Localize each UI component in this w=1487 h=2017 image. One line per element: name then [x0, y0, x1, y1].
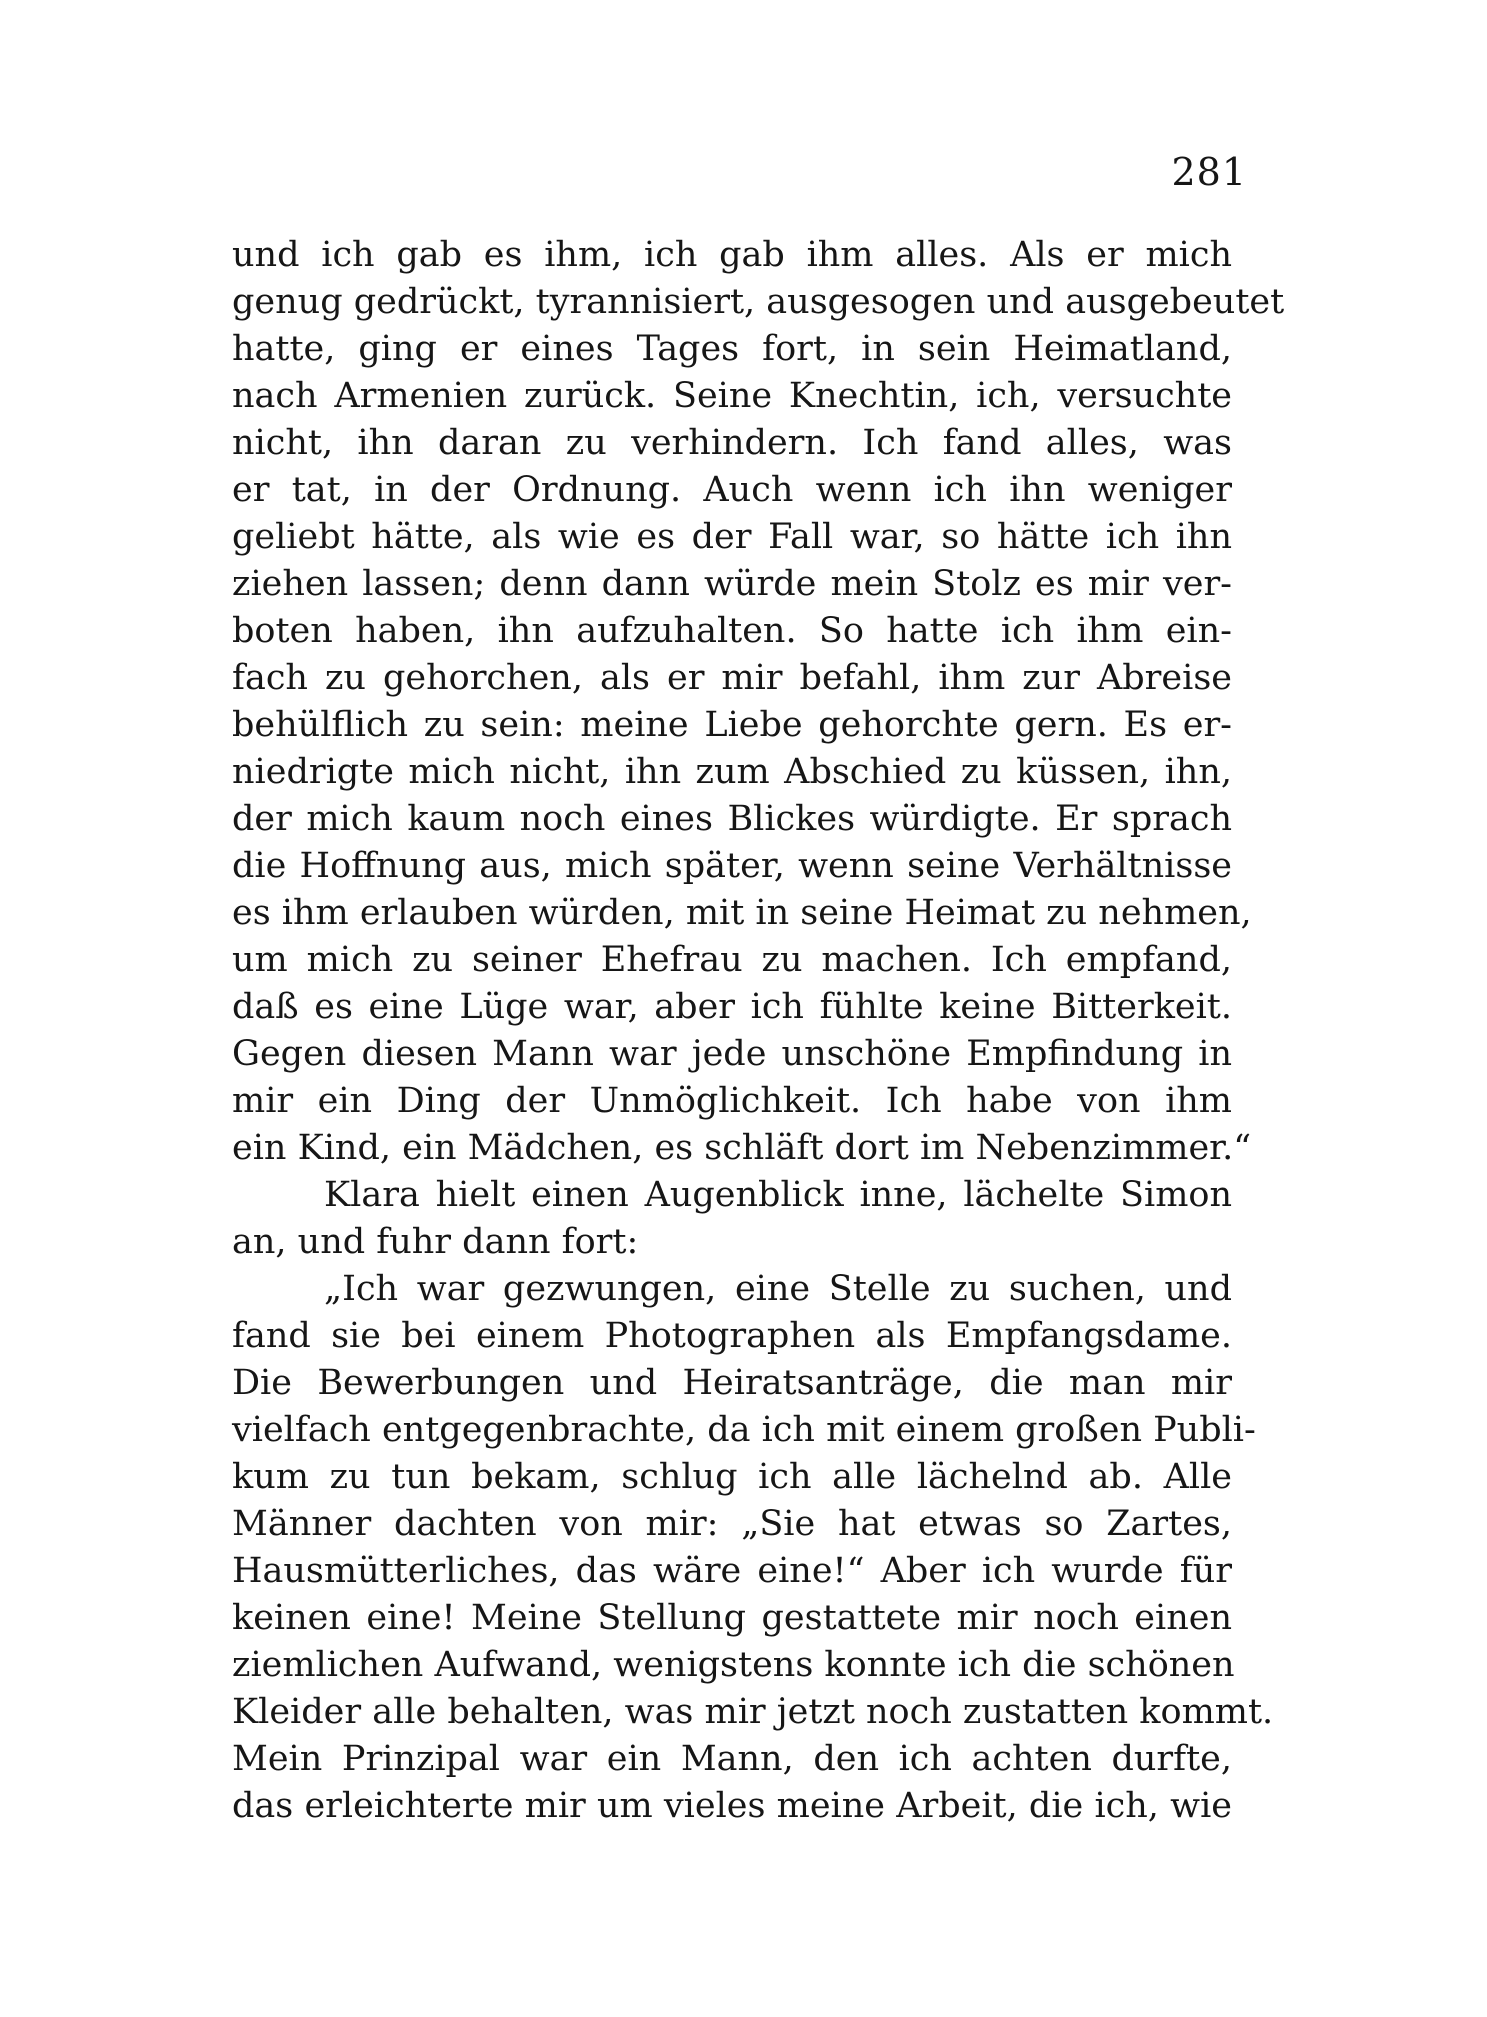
text-line: und ich gab es ihm, ich gab ihm alles. Als er mich	[232, 235, 1232, 275]
text-line: Mein Prinzipal war ein Mann, den ich achten durfte,	[232, 1739, 1232, 1779]
body-text	[232, 232, 1285, 1830]
text-line: genug gedrückt, tyrannisiert, ausgesogen und ausgebeutet	[232, 282, 1285, 322]
text-line: Männer dachten von mir: „Sie hat etwas so Zartes,	[232, 1504, 1232, 1544]
text-line: niedrigte mich nicht, ihn zum Abschied zu küssen, ihn,	[232, 752, 1232, 792]
text-line: ein Kind, ein Mädchen, es schläft dort im Nebenzimmer.“	[232, 1128, 1252, 1168]
text-line: Kleider alle behalten, was mir jetzt noch zustatten kommt.	[232, 1692, 1274, 1732]
text-line: „Ich war gezwungen, eine Stelle zu suchen, und	[324, 1269, 1232, 1309]
text-line: die Hoffnung aus, mich später, wenn seine Verhältnisse	[232, 846, 1232, 886]
text-line: vielfach entgegenbrachte, da ich mit einem großen Publi-	[232, 1410, 1256, 1450]
text-line: Hausmütterliches, das wäre eine!“ Aber ich wurde für	[232, 1551, 1232, 1591]
text-line: fand sie bei einem Photographen als Empfangsdame.	[232, 1316, 1232, 1356]
text-line: behülflich zu sein: meine Liebe gehorchte gern. Es er-	[232, 705, 1232, 745]
text-line: um mich zu seiner Ehefrau zu machen. Ich empfand,	[232, 940, 1232, 980]
text-line: fach zu gehorchen, als er mir befahl, ihm zur Abreise	[232, 658, 1232, 698]
text-line: nicht, ihn daran zu verhindern. Ich fand alles, was	[232, 423, 1232, 463]
text-line: ziemlichen Aufwand, wenigstens konnte ich die schönen	[232, 1645, 1235, 1685]
text-line: boten haben, ihn aufzuhalten. So hatte ich ihm ein-	[232, 611, 1232, 651]
text-line: keinen eine! Meine Stellung gestattete mir noch einen	[232, 1598, 1232, 1638]
text-line: Klara hielt einen Augenblick inne, lächelte Simon	[324, 1175, 1232, 1215]
text-line: nach Armenien zurück. Seine Knechtin, ich, versuchte	[232, 376, 1232, 416]
text-line: Gegen diesen Mann war jede unschöne Empfindung in	[232, 1034, 1232, 1074]
text-line: mir ein Ding der Unmöglichkeit. Ich habe von ihm	[232, 1081, 1232, 1121]
text-line: der mich kaum noch eines Blickes würdigte. Er sprach	[232, 799, 1232, 839]
text-line: er tat, in der Ordnung. Auch wenn ich ihn weniger	[232, 470, 1232, 510]
text-line: ziehen lassen; denn dann würde mein Stolz es mir ver-	[232, 564, 1232, 604]
text-line: Die Bewerbungen und Heiratsanträge, die man mir	[232, 1363, 1232, 1403]
text-line: das erleichterte mir um vieles meine Arbeit, die ich, wie	[232, 1786, 1232, 1826]
text-line: hatte, ging er eines Tages fort, in sein Heimatland,	[232, 329, 1232, 369]
text-line: an, und fuhr dann fort:	[232, 1222, 639, 1262]
text-line: kum zu tun bekam, schlug ich alle lächelnd ab. Alle	[232, 1457, 1232, 1497]
text-line: geliebt hätte, als wie es der Fall war, so hätte ich ihn	[232, 517, 1232, 557]
page-number: 281	[1171, 150, 1247, 194]
text-line: daß es eine Lüge war, aber ich fühlte keine Bitterkeit.	[232, 987, 1232, 1027]
text-line: es ihm erlauben würden, mit in seine Heimat zu nehmen,	[232, 893, 1252, 933]
